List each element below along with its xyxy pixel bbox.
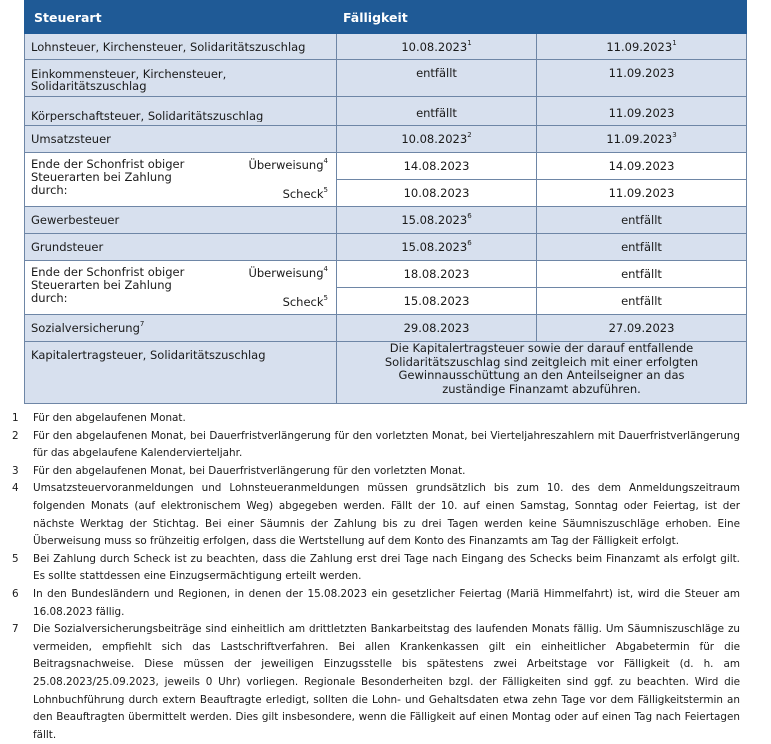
row-label-einkommensteuer: Einkommensteuer, Kirchensteuer, Solidaritätszuschlag: [25, 60, 337, 97]
row-label-grundsteuer: Grundsteuer: [25, 234, 337, 261]
row-einkommensteuer-v2: 11.09.2023: [537, 60, 747, 97]
schonfrist-2-scheck-v1: 15.08.2023: [337, 288, 537, 315]
row-label-schonfrist-1: [25, 153, 337, 207]
footnote: [12, 551, 740, 586]
footnote-number: 5: [12, 552, 19, 565]
footnote-number: 3: [12, 464, 19, 477]
header-steuerart: Steuerart: [25, 1, 337, 34]
footnote: [12, 428, 740, 463]
footnote-number: 7: [12, 623, 19, 636]
schonfrist-1-ueberweisung-v1: 14.08.2023: [337, 153, 537, 180]
row-einkommensteuer-v1: entfällt: [337, 60, 537, 97]
row-umsatzsteuer-v2: 11.09.2023$^3$: [537, 126, 747, 153]
schonfrist-1-scheck-v1: 10.08.2023: [337, 180, 537, 207]
footnote-number: 1: [12, 412, 19, 424]
row-gewerbesteuer-v1: 15.08.2023$^6$: [337, 207, 537, 234]
schonfrist-2-scheck: Scheck$^5$: [282, 294, 328, 309]
footnote: [12, 463, 740, 481]
schonfrist-2-ueberweisung: Überweisung$^4$: [248, 265, 328, 280]
schonfrist-2-ueberweisung-v1: 18.08.2023: [337, 261, 537, 288]
schonfrist-1-ueberweisung: Überweisung$^4$: [248, 157, 328, 172]
row-label-gewerbesteuer: Gewerbesteuer: [25, 207, 337, 234]
row-label-sozialversicherung: Sozialversicherung$^7$: [25, 315, 337, 342]
row-sozialversicherung-v1: 29.08.2023: [337, 315, 537, 342]
schonfrist-2-text: Ende der Schonfrist obiger Steuerarten bei Zahlung durch:: [31, 265, 185, 305]
schonfrist-2-scheck-v2: entfällt: [537, 288, 747, 315]
footnote-text: Die Sozialversicherungsbeiträge sind einheitlich am drittletzten Bankarbeitstag des laufenden Monats fällig. Um Säumniszuschläge zu vermeiden, empfiehlt sich das Lastschriftverfahren. Bei allen Krankenkassen gilt ein einheitlicher Abgabetermin für die Beitragsnachweise. Diese müssen der jeweiligen Einzugsstelle bis spätestens zwei Arbeitstage vor Fälligkeit (d. h. am 25.08.2023/25.09.2023, jeweils 0 Uhr) vorliegen. Regionale Besonderheiten bzgl. der Fälligkeiten sind ggf. zu beachten. Wird die Lohnbuchführung durch extern Beauftragte erledigt, sollten die Lohn- und Gehaltsdaten etwa zehn Tage vor dem Fälligkeitstermin an den Beauftragten übermittelt werden. Dies gilt insbesondere, wenn die Fälligkeit auf einen Montag oder auf einen Tag nach Feiertagen fällt.: [33, 623, 740, 741]
footnote-number: 4: [12, 482, 19, 495]
row-label-koerperschaftsteuer: Körperschaftsteuer, Solidaritätszuschlag: [25, 97, 337, 126]
footnote-text: Bei Zahlung durch Scheck ist zu beachten, dass die Zahlung erst drei Tage nach Eingang des Schecks beim Finanzamt als erfolgt gilt. Es sollte stattdessen eine Einzugsermächtigung erteilt werden.: [33, 552, 740, 583]
footnote-number: 2: [12, 429, 19, 442]
header-faelligkeit: Fälligkeit: [337, 1, 747, 34]
row-label-schonfrist-2: [25, 261, 337, 315]
schonfrist-1-text: Ende der Schonfrist obiger Steuerarten bei Zahlung durch:: [31, 157, 185, 197]
footnote-text: Umsatzsteuervoranmeldungen und Lohnsteueranmeldungen müssen grundsätzlich bis zum 10. des dem Anmeldungszeitraum folgenden Monats (auf elektronischem Weg) abgegeben werden. Fällt der 10. auf einen Samstag, Sonntag oder Feiertag, ist der nächste Werktag der Stichtag. Bei einer Säumnis der Zahlung bis zu drei Tagen werden keine Säumniszuschläge erhoben. Eine Überweisung muss so frühzeitig erfolgen, dass die Wertstellung auf dem Konto des Finanzamts am Tag der Fälligkeit erfolgt.: [33, 482, 740, 548]
schonfrist-2-ueberweisung-v2: entfällt: [537, 261, 747, 288]
footnote-text: Für den abgelaufenen Monat, bei Dauerfristverlängerung für den vorletzten Monat.: [33, 464, 466, 477]
footnote-text: In den Bundesländern und Regionen, in denen der 15.08.2023 ein gesetzlicher Feiertag (Mariä Himmelfahrt) ist, wird die Steuer am 16.08.2023 fällig.: [33, 587, 740, 618]
footnote: [12, 586, 740, 621]
schonfrist-1-scheck-v2: 11.09.2023: [537, 180, 747, 207]
footnotes: [12, 410, 740, 744]
row-lohnsteuer-v1: 10.08.2023$^1$: [337, 34, 537, 60]
row-koerperschaftsteuer-v1: entfällt: [337, 97, 537, 126]
footnote-text: Für den abgelaufenen Monat, bei Dauerfristverlängerung für den vorletzten Monat, bei Vierteljahreszahlern mit Dauerfristverlängerung für das abgelaufene Kalendervierteljahr.: [33, 429, 740, 460]
schonfrist-1-scheck: Scheck$^5$: [282, 186, 328, 201]
tax-deadline-table: [24, 0, 747, 404]
footnote-number: 6: [12, 587, 19, 600]
footnote-text: Für den abgelaufenen Monat.: [33, 412, 186, 424]
row-label-umsatzsteuer: Umsatzsteuer: [25, 126, 337, 153]
row-lohnsteuer-v2: 11.09.2023$^1$: [537, 34, 747, 60]
row-gewerbesteuer-v2: entfällt: [537, 207, 747, 234]
footnote: [12, 621, 740, 744]
row-grundsteuer-v1: 15.08.2023$^6$: [337, 234, 537, 261]
row-koerperschaftsteuer-v2: 11.09.2023: [537, 97, 747, 126]
footnote: [12, 410, 740, 428]
row-grundsteuer-v2: entfällt: [537, 234, 747, 261]
schonfrist-1-ueberweisung-v2: 14.09.2023: [537, 153, 747, 180]
row-umsatzsteuer-v1: 10.08.2023$^2$: [337, 126, 537, 153]
row-label-lohnsteuer: Lohnsteuer, Kirchensteuer, Solidaritätszuschlag: [25, 34, 337, 60]
row-label-kapitalertragsteuer: Kapitalertragsteuer, Solidaritätszuschlag: [25, 342, 337, 404]
footnote: [12, 480, 740, 550]
row-sozialversicherung-v2: 27.09.2023: [537, 315, 747, 342]
row-kapitalertragsteuer-text: Die Kapitalertragsteuer sowie der darauf entfallende Solidaritätszuschlag sind zeitgleich mit einer erfolgten Gewinnausschüttung an den Anteilseigner an das zuständige Finanzamt abzuführen.: [337, 342, 747, 404]
